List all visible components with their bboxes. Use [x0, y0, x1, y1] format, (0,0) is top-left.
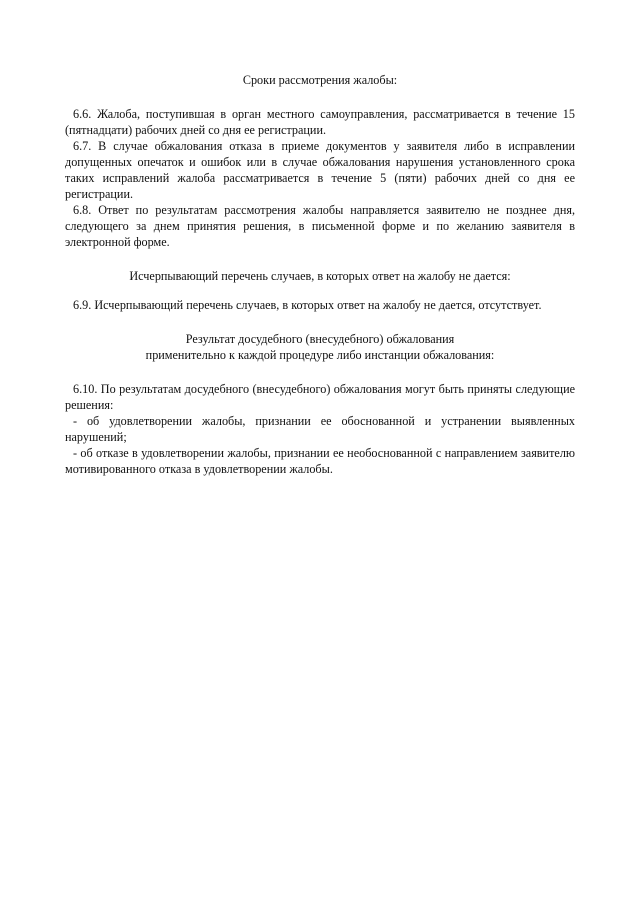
- paragraph-6-9: 6.9. Исчерпывающий перечень случаев, в которых ответ на жалобу не дается, отсутствует.: [73, 298, 542, 312]
- spacer: [65, 88, 575, 106]
- heading-result-line-1: Результат досудебного (внесудебного) обжалования: [185, 332, 455, 346]
- paragraph-6-8: 6.8. Ответ по результатам рассмотрения жалобы направляется заявителю не позднее дня, следующего за днем принятия решения, в письменной форме и по желанию заявителя в электронной форме.: [65, 203, 575, 249]
- spacer: [65, 284, 575, 297]
- document-body: [65, 72, 575, 477]
- heading-result-line-2: применительно к каждой процедуре либо инстанции обжалования:: [145, 348, 495, 362]
- paragraph-6-10: 6.10. По результатам досудебного (внесудебного) обжалования могут быть приняты следующие решения:: [65, 382, 575, 412]
- heading-exhaustive-list: Исчерпывающий перечень случаев, в которых ответ на жалобу не дается:: [129, 269, 511, 283]
- heading-terms: Сроки рассмотрения жалобы:: [242, 73, 398, 87]
- spacer: [65, 250, 575, 268]
- spacer: [65, 363, 575, 381]
- paragraph-6-7: 6.7. В случае обжалования отказа в приеме документов у заявителя либо в исправлении допущенных опечаток и ошибок или в случае обжалования нарушения установленного срока таких исправлений жалоба рассматривается в течение 5 (пяти) рабочих дней со дня ее регистрации.: [65, 139, 575, 201]
- paragraph-6-6: 6.6. Жалоба, поступившая в орган местного самоуправления, рассматривается в течение 15 (пятнадцати) рабочих дней со дня ее регистрации.: [65, 107, 575, 137]
- decision-item-satisfy: - об удовлетворении жалобы, признании ее обоснованной и устранении выявленных нарушений;: [65, 414, 575, 444]
- decision-item-refuse: - об отказе в удовлетворении жалобы, признании ее необоснованной с направлением заявителю мотивированного отказа в удовлетворении жалобы.: [65, 446, 575, 476]
- spacer: [65, 313, 575, 331]
